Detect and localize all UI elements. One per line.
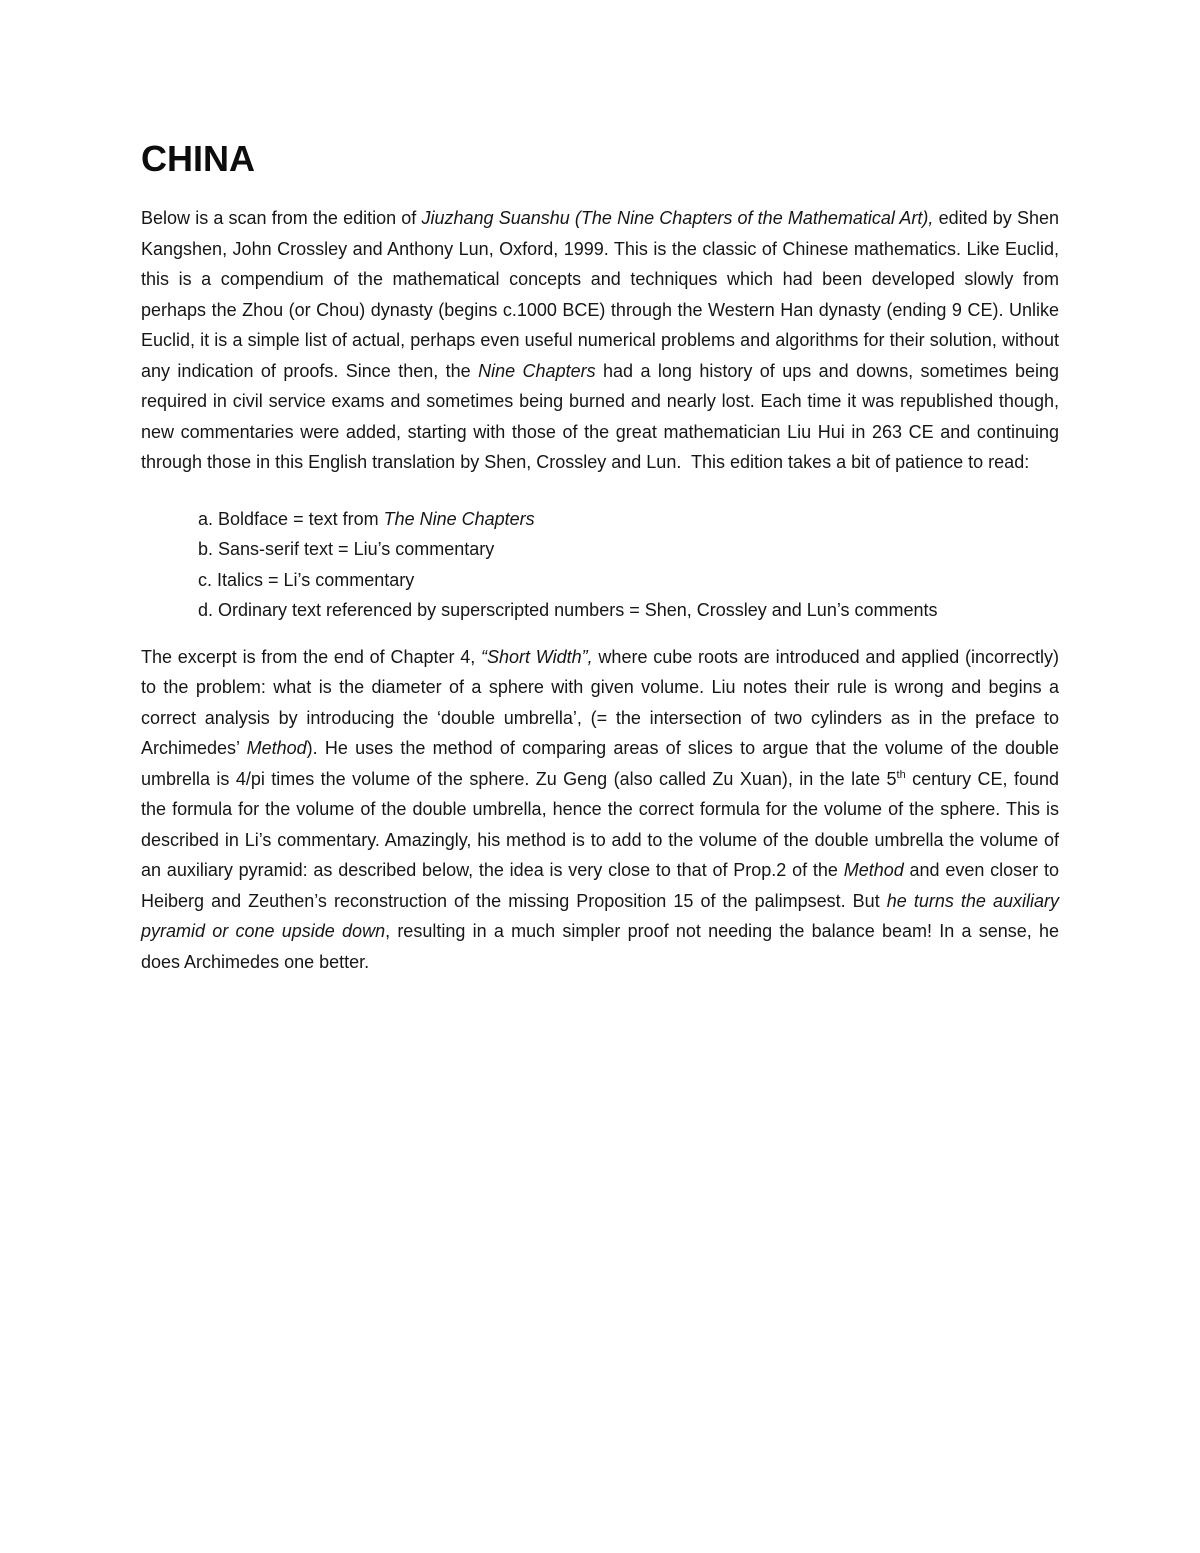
legend-item-sans-serif: b. Sans-serif text = Liu’s commentary — [198, 539, 495, 559]
paragraph-excerpt: The excerpt is from the end of Chapter 4, “Short Width”, where cube roots are introduced and applied (incorrectly) to the problem: what is the diameter of a sphere with given volume. Liu notes their rule is wrong and begins a correct analysis by introducing the ‘double umbrella’, (= the intersection of two cylinders as in the preface to Archimedes’ Method). He uses the method of comparing areas of slices to argue that the volume of the double umbrella is 4/pi times the volume of the sphere. Zu Geng (also called Zu Xuan), in the late 5th century CE, found the formula for the volume of the double umbrella, hence the correct formula for the volume of the sphere. This is described in Li’s commentary. Amazingly, his method is to add to the volume of the double umbrella the volume of an auxiliary pyramid: as described below, the idea is very close to that of Prop.2 of the Method and even closer to Heiberg and Zeuthen’s reconstruction of the missing Proposition 15 of the palimpsest. But he turns the auxiliary pyramid or cone upside down, resulting in a much simpler proof not needing the balance beam! In a sense, he does Archimedes one better. — [141, 646, 1060, 972]
legend-item-ordinary-text: d. Ordinary text referenced by superscripted numbers = Shen, Crossley and Lun’s comments — [198, 600, 938, 620]
legend-item-italics: c. Italics = Li’s commentary — [198, 569, 415, 590]
page-title: CHINA — [141, 138, 255, 179]
paragraph-intro: Below is a scan from the edition of Jiuzhang Suanshu (The Nine Chapters of the Mathematical Art), edited by Shen Kangshen, John Crossley and Anthony Lun, Oxford, 1999. This is the classic of Chinese mathematics. Like Euclid, this is a compendium of the mathematical concepts and techniques which had been developed slowly from perhaps the Zhou (or Chou) dynasty (begins c.1000 BCE) through the Western Han dynasty (ending 9 CE). Unlike Euclid, it is a simple list of actual, perhaps even useful numerical problems and algorithms for their solution, without any indication of proofs. Since then, the Nine Chapters had a long history of ups and downs, sometimes being required in civil service exams and sometimes being burned and nearly lost. Each time it was republished though, new commentaries were added, starting with those of the great mathematician Liu Hui in 263 CE and continuing through those in this English translation by Shen, Crossley and Lun. This edition takes a bit of patience to read: — [141, 208, 1060, 472]
reading-legend-list — [198, 504, 1059, 626]
legend-item-boldface: a. Boldface = text from The Nine Chapters — [198, 508, 535, 529]
